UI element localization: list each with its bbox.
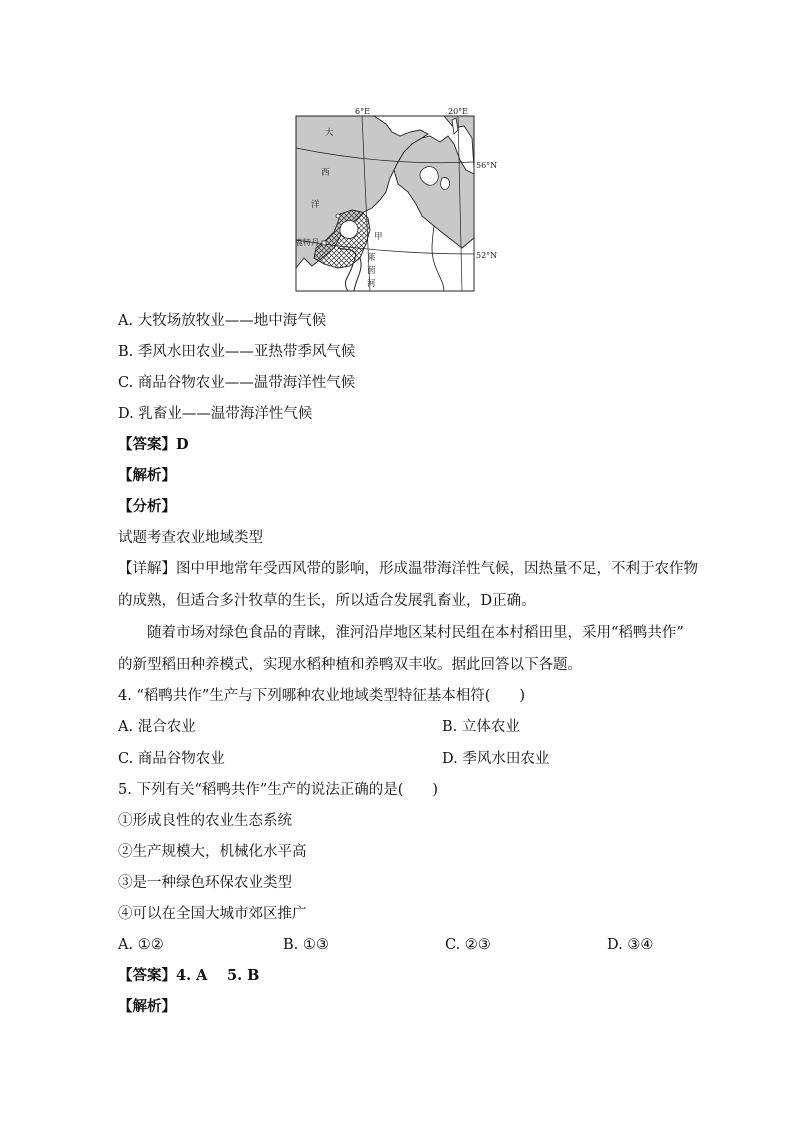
map-figure (294, 107, 498, 291)
lake (340, 221, 358, 239)
q4-option-d: D. 季风水田农业 (442, 751, 550, 767)
q5-item-1: ①形成良性的农业生态系统 (118, 813, 292, 829)
q3-option-a: A. 大牧场放牧业——地中海气候 (118, 313, 327, 329)
q5-option-a: A. ①② (118, 937, 164, 953)
region-label-jia: 甲 (374, 232, 383, 242)
fenxi-text: 试题考查农业地域类型 (118, 530, 263, 546)
ocean-char-1: 大 (325, 128, 334, 138)
ocean-char-3: 洋 (311, 200, 320, 210)
lat-label-52n: 52°N (476, 251, 498, 260)
jiexi-heading-2: 【解析】 (118, 998, 176, 1015)
q5-item-2: ②生产规模大，机械化水平高 (118, 844, 307, 860)
q4-stem: 4. “稻鸭共作”生产与下列哪种农业地域类型特征基本相符( ) (118, 688, 526, 704)
q3-option-c: C. 商品谷物农业——温带海洋性气候 (118, 375, 356, 391)
island (441, 178, 450, 190)
detail-line-1: 【详解】图中甲地常年受西风带的影响，形成温带海洋性气候，因热量不足，不利于农作物 (118, 561, 698, 577)
q5-item-4: ④可以在全国大城市郊区推广 (118, 906, 307, 922)
map-svg (294, 107, 498, 291)
q3-answer: 【答案】D (118, 436, 189, 453)
rotterdam-marker (322, 241, 326, 245)
river-char-2: 茵 (367, 266, 376, 276)
lon-label-6e: 6°E (355, 107, 370, 116)
q4-option-c: C. 商品谷物农业 (118, 751, 225, 767)
jiexi-heading-1: 【解析】 (118, 467, 176, 484)
q4-option-b: B. 立体农业 (442, 719, 520, 735)
q5-option-c: C. ②③ (445, 937, 491, 953)
ocean-char-2: 西 (321, 168, 330, 178)
q5-option-d: D. ③④ (607, 937, 654, 953)
lon-label-20e: 20°E (448, 107, 469, 116)
river-char-1: 莱 (367, 253, 376, 263)
intro-line-1: 随着市场对绿色食品的青睐，淮河沿岸地区某村民组在本村稻田里，采用“稻鸭共作” (147, 625, 684, 641)
detail-line-2: 的成熟，但适合多汁牧草的生长，所以适合发展乳畜业，D正确。 (118, 593, 536, 609)
river-char-3: 河 (367, 279, 376, 289)
q5-stem: 5. 下列有关“稻鸭共作”生产的说法正确的是( ) (118, 782, 439, 798)
q4-option-a: A. 混合农业 (118, 719, 196, 735)
q5-option-b: B. ①③ (283, 937, 329, 953)
q5-item-3: ③是一种绿色环保农业类型 (118, 875, 292, 891)
q3-option-d: D. 乳畜业——温带海洋性气候 (118, 406, 313, 422)
city-label-rotterdam: 鹿特丹 (295, 238, 319, 247)
q3-option-b: B. 季风水田农业——亚热带季风气候 (118, 344, 356, 360)
intro-line-2: 的新型稻田种养模式，实现水稻种植和养鸭双丰收。据此回答以下各题。 (118, 657, 582, 673)
answer-4-5: 【答案】4. A 5. B (118, 967, 260, 984)
small-island-marker (336, 214, 340, 218)
lat-label-56n: 56°N (476, 161, 498, 170)
fenxi-heading: 【分析】 (118, 498, 176, 515)
